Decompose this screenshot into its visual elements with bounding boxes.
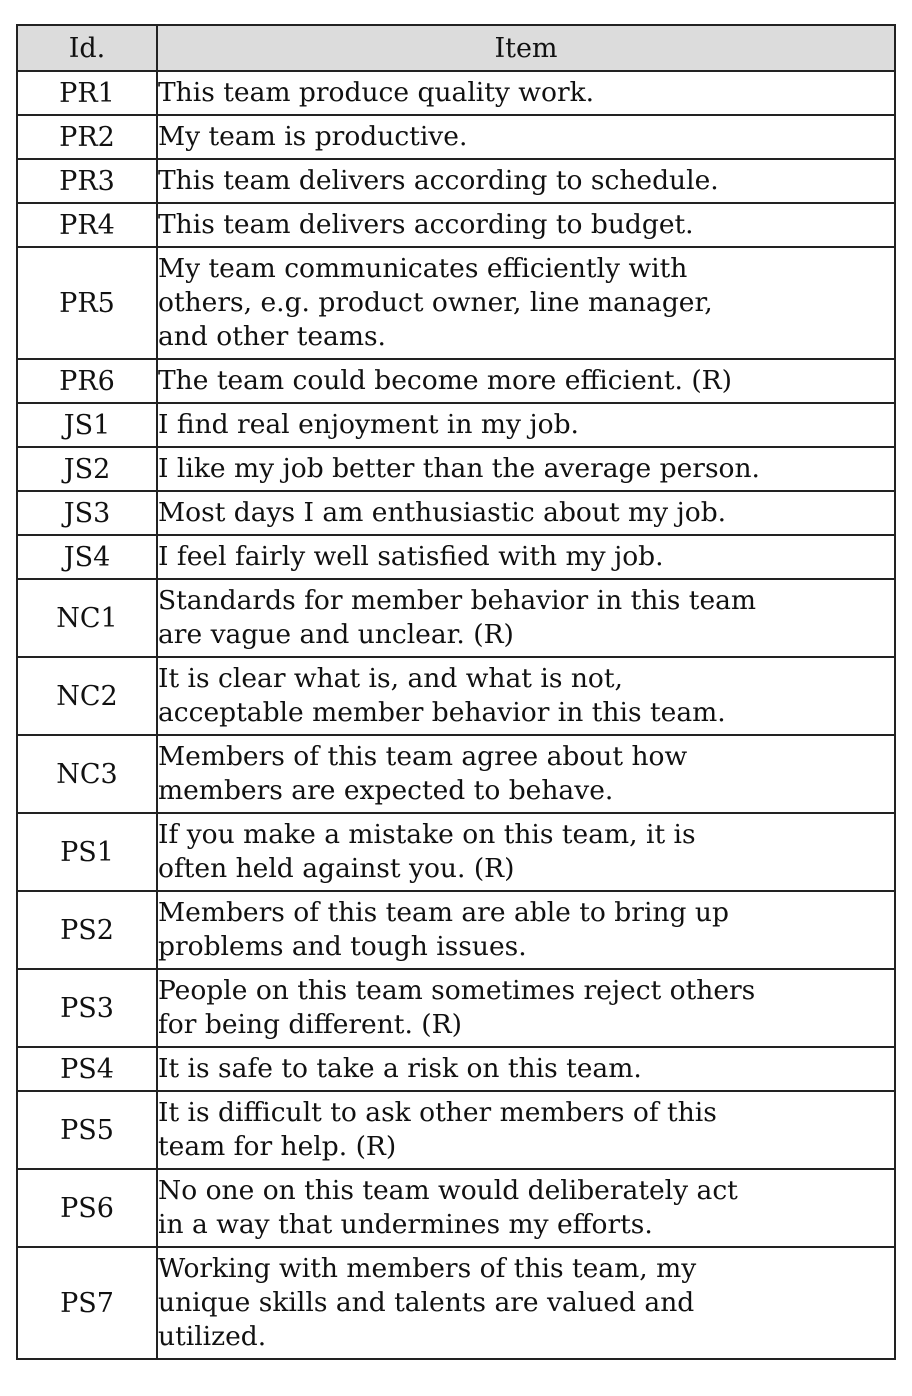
item-id: PS3 [17,969,157,1047]
table-row [17,115,895,159]
table-body [17,71,895,1359]
table-row [17,891,895,969]
table-row [17,247,895,359]
table-row [17,159,895,203]
item-text: I like my job better than the average person. [157,447,895,491]
item-text: It is clear what is, and what is not, acceptable member behavior in this team. [157,657,895,735]
item-text: My team is productive. [157,115,895,159]
item-id: PS6 [17,1169,157,1247]
item-id: PR3 [17,159,157,203]
item-id: PS7 [17,1247,157,1359]
table-row [17,535,895,579]
table-row [17,447,895,491]
table-row [17,1047,895,1091]
table-row [17,403,895,447]
item-text: The team could become more efficient. (R) [157,359,895,403]
item-id: PS5 [17,1091,157,1169]
item-id: JS1 [17,403,157,447]
survey-items-table [16,24,896,1360]
item-text: This team delivers according to budget. [157,203,895,247]
item-id: JS2 [17,447,157,491]
item-id: PS4 [17,1047,157,1091]
item-id: PR6 [17,359,157,403]
header-id: Id. [17,25,157,71]
table-row [17,1247,895,1359]
item-text: It is difficult to ask other members of this team for help. (R) [157,1091,895,1169]
item-text: My team communicates efficiently with others, e.g. product owner, line manager, and other teams. [157,247,895,359]
item-text: Most days I am enthusiastic about my job. [157,491,895,535]
item-text: Working with members of this team, my unique skills and talents are valued and utilized. [157,1247,895,1359]
item-text: I feel fairly well satisfied with my job. [157,535,895,579]
header-item: Item [157,25,895,71]
item-text: No one on this team would deliberately act in a way that undermines my efforts. [157,1169,895,1247]
table-row [17,657,895,735]
table-row [17,1091,895,1169]
item-text: This team produce quality work. [157,71,895,115]
item-id: PS2 [17,891,157,969]
item-text: People on this team sometimes reject others for being different. (R) [157,969,895,1047]
table-row [17,813,895,891]
item-id: NC1 [17,579,157,657]
item-text: This team delivers according to schedule. [157,159,895,203]
table-row [17,579,895,657]
table-row [17,491,895,535]
header-row [17,25,895,71]
item-text: Standards for member behavior in this team are vague and unclear. (R) [157,579,895,657]
item-id: JS4 [17,535,157,579]
item-id: JS3 [17,491,157,535]
item-text: If you make a mistake on this team, it is often held against you. (R) [157,813,895,891]
item-id: PR2 [17,115,157,159]
item-text: Members of this team are able to bring up problems and tough issues. [157,891,895,969]
table-row [17,203,895,247]
item-id: PR4 [17,203,157,247]
item-id: NC3 [17,735,157,813]
item-text: Members of this team agree about how members are expected to behave. [157,735,895,813]
table-row [17,359,895,403]
item-text: It is safe to take a risk on this team. [157,1047,895,1091]
table-row [17,969,895,1047]
table-row [17,735,895,813]
item-id: PR1 [17,71,157,115]
table-header [17,25,895,71]
item-id: NC2 [17,657,157,735]
table-row [17,1169,895,1247]
table-row [17,71,895,115]
item-id: PR5 [17,247,157,359]
item-text: I find real enjoyment in my job. [157,403,895,447]
item-id: PS1 [17,813,157,891]
